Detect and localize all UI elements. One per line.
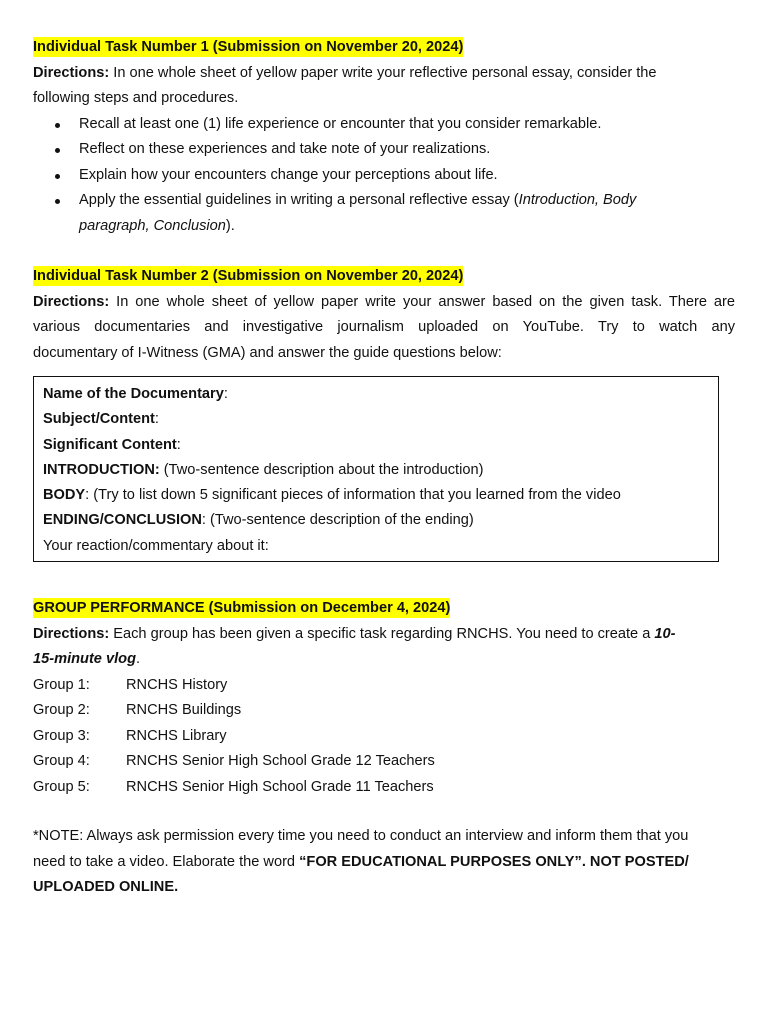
- box-subject-line: Subject/Content:: [43, 411, 159, 428]
- task1-directions-text-1: In one whole sheet of yellow paper write your reflective personal essay, consider the: [109, 64, 657, 81]
- task1-bullet-list: [33, 112, 735, 240]
- group-label: Group 1:: [33, 676, 90, 693]
- task2-directions-label: Directions:: [33, 293, 110, 310]
- group-directions: [33, 622, 735, 648]
- note-line-3-bold: UPLOADED ONLINE.: [33, 879, 179, 895]
- group-task: RNCHS Library: [126, 727, 227, 744]
- note-line-2: [33, 850, 735, 876]
- box-significant-line: Significant Content:: [43, 436, 181, 453]
- group-directions-label: Directions:: [33, 625, 110, 642]
- bullet-italic-text: paragraph, Conclusion: [79, 217, 226, 234]
- group-label: Group 4:: [33, 753, 90, 769]
- group-label: Group 5:: [33, 778, 90, 795]
- note-section: [33, 824, 735, 901]
- task2-directions-text-2: various documentaries and investigative journalism uploaded on YouTube. Try to watch any: [33, 319, 735, 335]
- list-item: [33, 188, 735, 239]
- bullet-text: Explain how your encounters change your perceptions about life.: [79, 166, 498, 183]
- group-directions-line2: 15-minute vlog.: [33, 651, 141, 667]
- box-reaction-line: Your reaction/commentary about it:: [43, 537, 269, 554]
- box-body-label: BODY: [43, 487, 86, 504]
- bullet-text: Recall at least one (1) life experience or encounter that you consider remarkable.: [79, 115, 602, 132]
- box-body-text: : (Try to list down 5 significant pieces of information that you learned from the video: [85, 487, 621, 504]
- bullet-icon: [55, 174, 60, 179]
- bullet-icon: [55, 148, 60, 153]
- task1-directions-text-2: following steps and procedures.: [33, 90, 239, 106]
- group-heading: GROUP PERFORMANCE (Submission on December 4, 2024): [33, 600, 451, 616]
- vlog-duration-part2: 15-minute vlog: [33, 651, 136, 667]
- list-item: [33, 163, 735, 189]
- box-ending-line: [43, 508, 718, 533]
- note-line-1: *NOTE: Always ask permission every time you need to conduct an interview and inform them that you: [33, 828, 689, 844]
- table-row: [33, 775, 735, 801]
- group-label: Group 2:: [33, 702, 90, 718]
- note-line-3: [33, 875, 735, 901]
- task1-directions-label: Directions:: [33, 64, 110, 81]
- guide-questions-box: [33, 376, 719, 562]
- vlog-duration-part1: 10-: [654, 625, 676, 642]
- box-name-line: Name of the Documentary:: [43, 386, 228, 402]
- task2-directions-text-3: documentary of I-Witness (GMA) and answer the guide questions below:: [33, 344, 502, 361]
- table-row: [33, 749, 735, 775]
- group-task: RNCHS Buildings: [126, 702, 242, 718]
- note-line-2-text: need to take a video. Elaborate the word: [33, 853, 300, 870]
- task1-heading: Individual Task Number 1 (Submission on November 20, 2024): [33, 39, 464, 55]
- table-row: [33, 724, 735, 750]
- table-row: [33, 673, 735, 699]
- task2-section: [33, 264, 735, 366]
- task2-heading: Individual Task Number 2 (Submission on November 20, 2024): [33, 268, 464, 284]
- box-intro-label: INTRODUCTION:: [43, 461, 160, 478]
- list-item: [33, 112, 735, 138]
- box-ending-label: ENDING/CONCLUSION: [43, 512, 202, 529]
- group-label: Group 3:: [33, 727, 90, 744]
- bullet-text-end: ).: [225, 217, 235, 234]
- task1-directions: [33, 61, 735, 87]
- box-name-label: Name of the Documentary: [43, 386, 224, 402]
- bullet-icon: [55, 123, 60, 128]
- box-intro-line: [43, 458, 718, 483]
- group-directions-text: Each group has been given a specific task regarding RNCHS. You need to create a: [109, 625, 655, 642]
- box-ending-text: : (Two-sentence description of the ending): [201, 512, 474, 529]
- bullet-italic-text: Introduction, Body: [518, 192, 637, 208]
- task2-directions-text-1: In one whole sheet of yellow paper write your answer based on the given task. There are: [109, 293, 735, 310]
- group-task: RNCHS Senior High School Grade 12 Teachers: [126, 753, 435, 769]
- group-task: RNCHS History: [126, 676, 228, 693]
- table-row: [33, 698, 735, 724]
- bullet-text: Reflect on these experiences and take note of your realizations.: [79, 141, 491, 157]
- box-significant-label: Significant Content: [43, 436, 177, 453]
- bullet-icon: [55, 199, 60, 204]
- list-item: [33, 137, 735, 163]
- box-intro-text: (Two-sentence description about the introduction): [159, 461, 484, 478]
- group-section: [33, 596, 735, 800]
- note-line-2-bold: “FOR EDUCATIONAL PURPOSES ONLY”. NOT POSTED/: [299, 853, 689, 870]
- task2-directions: [33, 290, 735, 316]
- task1-section: [33, 35, 735, 239]
- group-task: RNCHS Senior High School Grade 11 Teachers: [126, 778, 434, 795]
- box-subject-label: Subject/Content: [43, 411, 155, 428]
- box-body-line: [43, 483, 718, 508]
- bullet-text: Apply the essential guidelines in writing a personal reflective essay (: [79, 192, 519, 208]
